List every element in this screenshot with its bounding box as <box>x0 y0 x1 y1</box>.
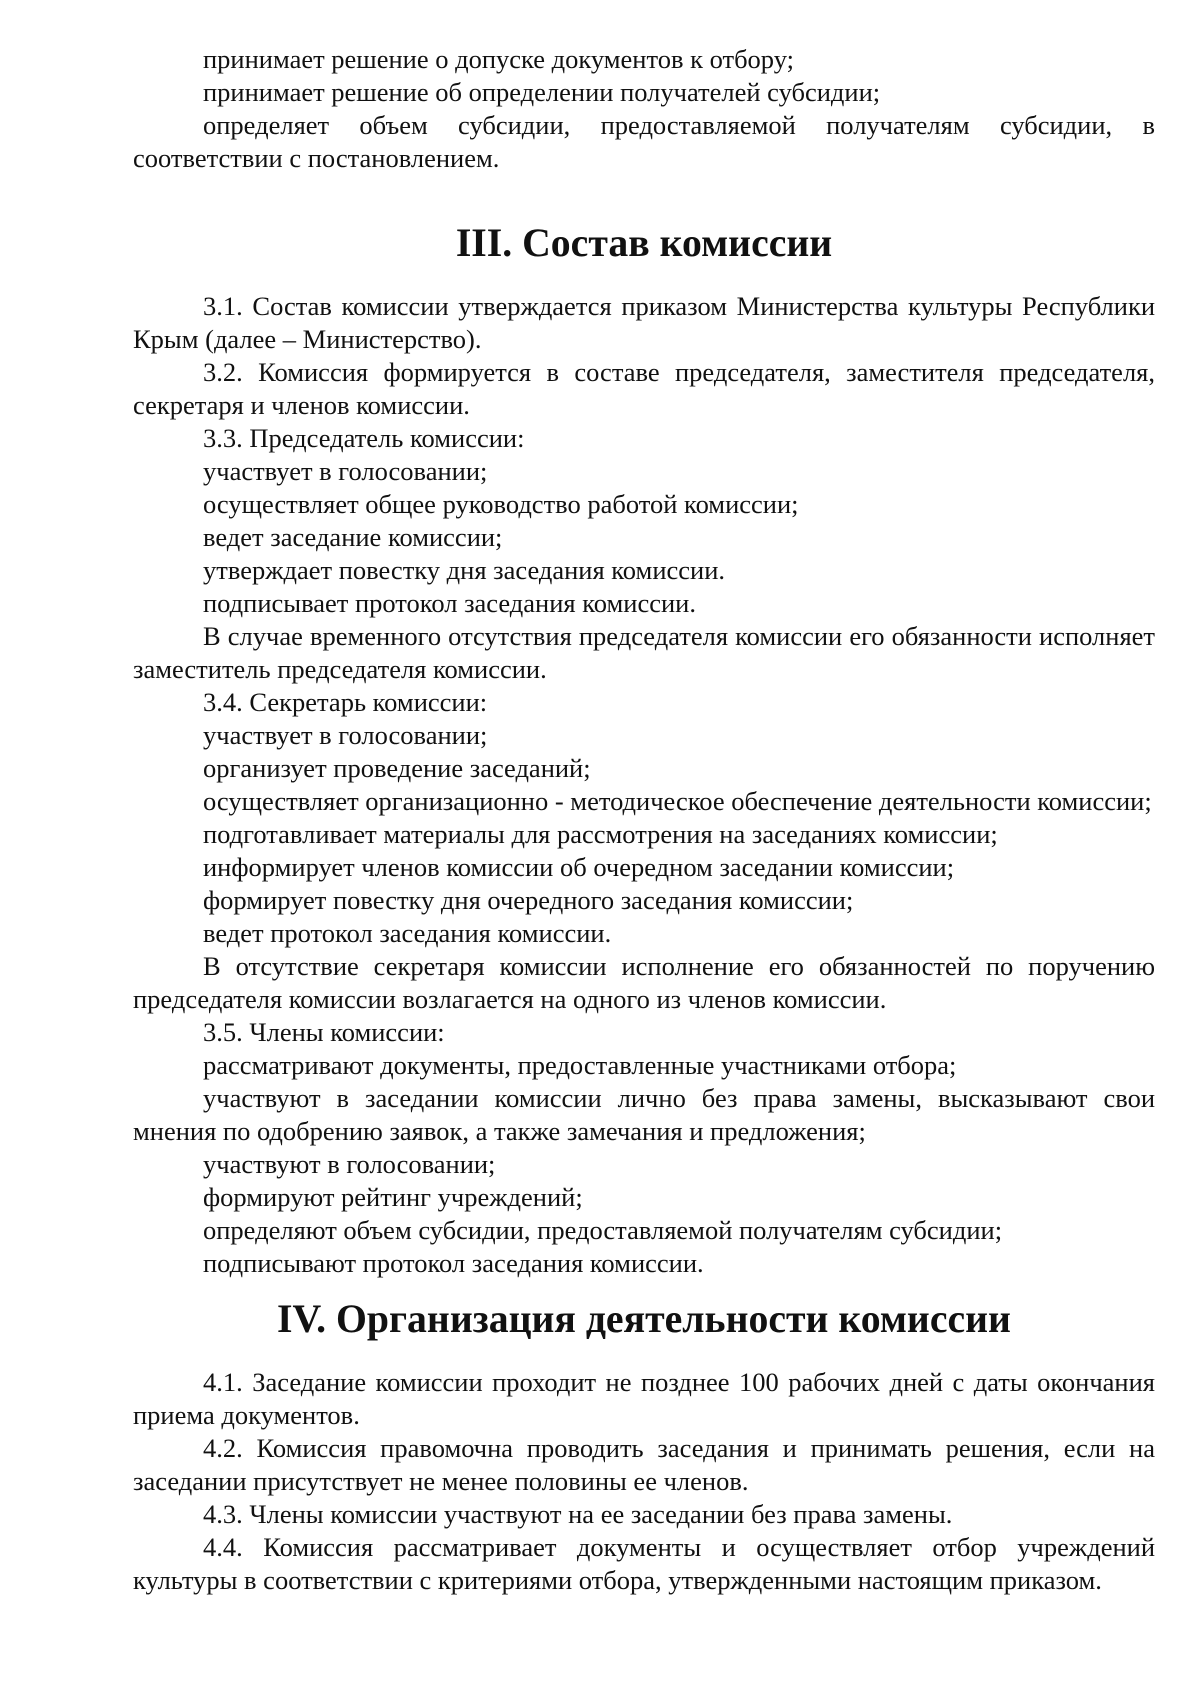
intro-paragraph: определяет объем субсидии, предоставляемой получателям субсидии, в соответствии с постановлением. <box>133 110 1155 173</box>
section-3-paragraph: 3.5. Члены комиссии: <box>203 1017 445 1047</box>
section-3-paragraph: рассматривают документы, предоставленные участниками отбора; <box>203 1050 957 1080</box>
section-3-paragraph: 3.4. Секретарь комиссии: <box>203 687 488 717</box>
section-4 <box>133 1297 1155 1597</box>
section-3-paragraph: 3.3. Председатель комиссии: <box>203 423 525 453</box>
section-3-paragraph: участвует в голосовании; <box>203 720 488 750</box>
section-3-paragraph: 3.1. Состав комиссии утверждается приказом Министерства культуры Республики Крым (далее – Министерство). <box>133 291 1155 354</box>
section-3 <box>133 221 1155 1280</box>
section-3-paragraph: организует проведение заседаний; <box>203 753 591 783</box>
section-3-paragraph: осуществляет общее руководство работой комиссии; <box>203 489 799 519</box>
intro-paragraph: принимает решение об определении получателей субсидии; <box>203 77 881 107</box>
intro-paragraph: принимает решение о допуске документов к отбору; <box>203 44 794 74</box>
section-3-paragraph: участвуют в голосовании; <box>203 1149 496 1179</box>
section-3-paragraph: 3.2. Комиссия формируется в составе председателя, заместителя председателя, секретаря и членов комиссии. <box>133 357 1155 420</box>
intro-block <box>133 43 1155 175</box>
section-3-paragraph: В случае временного отсутствия председателя комиссии его обязанности исполняет заместитель председателя комиссии. <box>133 621 1155 684</box>
section-3-paragraph: ведет протокол заседания комиссии. <box>203 918 612 948</box>
section-3-paragraph: подписывают протокол заседания комиссии. <box>203 1248 704 1278</box>
section-3-paragraph: участвуют в заседании комиссии лично без права замены, высказывают свои мнения по одобрению заявок, а также замечания и предложения; <box>133 1083 1155 1146</box>
section-3-paragraph: подготавливает материалы для рассмотрения на заседаниях комиссии; <box>203 819 998 849</box>
section-3-paragraph: информирует членов комиссии об очередном заседании комиссии; <box>203 852 955 882</box>
section-3-paragraph: ведет заседание комиссии; <box>203 522 503 552</box>
section-4-paragraph: 4.4. Комиссия рассматривает документы и осуществляет отбор учреждений культуры в соответствии с критериями отбора, утвержденными настоящим приказом. <box>133 1532 1155 1595</box>
section-3-paragraph: определяют объем субсидии, предоставляемой получателям субсидии; <box>203 1215 1003 1245</box>
section-4-heading: IV. Организация деятельности комиссии <box>277 1297 1011 1341</box>
section-4-paragraph: 4.3. Члены комиссии участвуют на ее заседании без права замены. <box>203 1499 953 1529</box>
section-3-paragraph: утверждает повестку дня заседания комиссии. <box>203 555 726 585</box>
section-3-paragraph: участвует в голосовании; <box>203 456 488 486</box>
section-3-paragraph: формирует повестку дня очередного заседания комиссии; <box>203 885 854 915</box>
section-3-paragraph: подписывает протокол заседания комиссии. <box>203 588 696 618</box>
section-3-paragraph: В отсутствие секретаря комиссии исполнение его обязанностей по поручению председателя комиссии возлагается на одного из членов комиссии. <box>133 951 1155 1014</box>
section-4-paragraph: 4.1. Заседание комиссии проходит не позднее 100 рабочих дней с даты окончания приема документов. <box>133 1367 1155 1430</box>
section-3-paragraph: формируют рейтинг учреждений; <box>203 1182 583 1212</box>
section-4-paragraph: 4.2. Комиссия правомочна проводить заседания и принимать решения, если на заседании присутствует не менее половины ее членов. <box>133 1433 1155 1496</box>
section-3-paragraph: осуществляет организационно - методическое обеспечение деятельности комиссии; <box>203 786 1152 816</box>
section-3-heading: III. Состав комиссии <box>455 221 833 265</box>
